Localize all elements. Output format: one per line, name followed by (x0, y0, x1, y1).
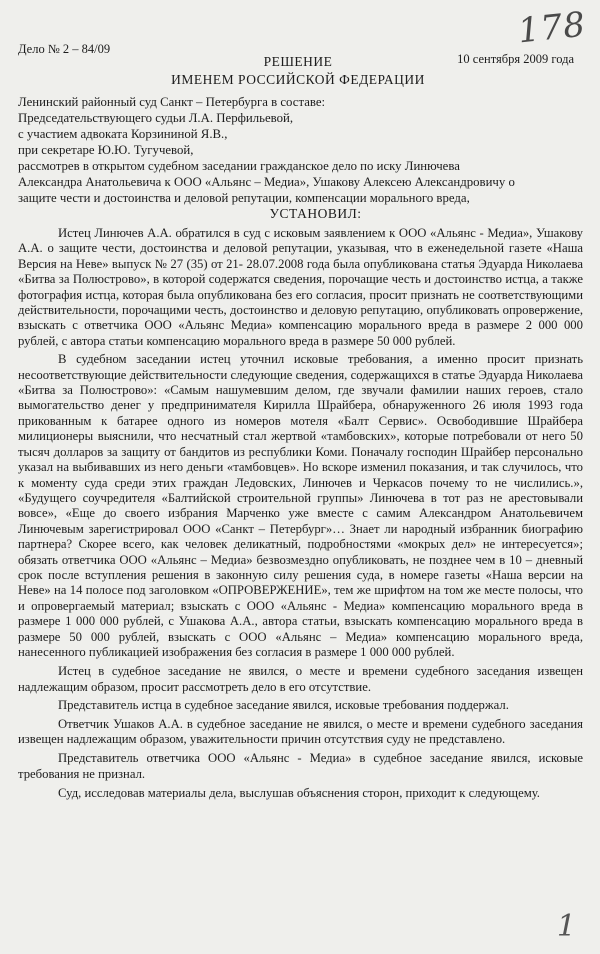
paragraph: Истец в судебное заседание не явился, о месте и времени судебного заседания извещен надлежащим образом, просит рассмотреть дело в его отсутствие. (18, 664, 583, 694)
intro-line-1: рассмотрев в открытом судебном заседании гражданское дело по иску Линючева (18, 159, 460, 173)
paragraph: В судебном заседании истец уточнил исковые требования, а именно просит признать несоответствующие действительности следующие сведения, содержащихся в статье Эдуарда Николаева «Битва за Полюстрово»: «Самым нашумевшим делом, где звучали фамилии наших героев, стало вымогательство денег у предпринимателя Кирилла Шрайбера, обнаруженного 26 июля 1993 года прикованным к батарее одного из номеров мотеля «Балт Сервис». Освободившие Шрайбера милиционеры выяснили, что несчатный стал жертвой «тамбовских», которые потребовали от него 50 тысяч долларов за защиту от бандитов из республики Коми. Поначалу господин Шрайбер персонально указал на выбивавших из него деньги «тамбовцев». Но вскоре изменил показания, и так случилось, что к моменту суда среди этих граждан Ледовских, Линючев и Черкасов почему то не числились.», «Будущего соучредителя «Балтийской строительной группы» Линючева в тот раз не арестовывали вовсе», «Еще до своего избрания Марченко уже вместе с самим Александром Анатольевичем Линючевым зарегистрировал ООО «Санкт – Петербург»… Знает ли народный избранник биографию партнера? Скорее всего, как человек деликатный, подробностями «мокрых дел» не интересуется»; обязать ответчика ООО «Альянс – Медиа» безвозмездно опубликовать, не позднее чем в 10 – дневный срок после вступления решения в законную силу решения суда, в номере газеты «Наша версии на Неве» на 14 полосе под заголовком «ОПРОВЕРЖЕНИЕ», тем же шрифтом на том же месте полосы, что и опровергаемый материал; взыскать с ООО «Альянс - Медиа» компенсацию морального вреда в размере 1 000 000 рублей, с Ушакова А.А., автора статьи, взыскать компенсацию морального вреда в размере 50 000 рублей, взыскать с ООО «Альянс – Медиа» компенсацию морального вреда, нанесенного публикацией изображения без согласия в размере 1 000 000 рублей. (18, 352, 583, 659)
decision-date: 10 сентября 2009 года (457, 52, 574, 66)
court-line: Ленинский районный суд Санкт – Петербурга в составе: (18, 95, 326, 109)
paragraph: Ответчик Ушаков А.А. в судебное заседание не явился, о месте и времени судебного заседания извещен надлежащим образом, уважительности причин отсутствия суду не представлено. (18, 716, 583, 746)
paragraph: Представитель истца в судебное заседание явился, исковые требования поддержал. (58, 698, 509, 713)
handwritten-sheet-number: 178 (516, 4, 588, 52)
secretary-line: при секретаре Ю.Ю. Тугучевой, (18, 143, 194, 157)
document-title: РЕШЕНИЕ (263, 54, 333, 69)
intro-line-3: защите чести и достоинства и деловой репутации, компенсации морального вреда, (18, 191, 470, 205)
case-number: Дело № 2 – 84/09 (18, 42, 111, 56)
handwritten-page-number: 1 (556, 909, 576, 944)
decision-body (18, 226, 583, 805)
established-heading: УСТАНОВИЛ: (269, 206, 362, 221)
lawyer-line: с участием адвоката Корзининой Я.В., (18, 127, 228, 141)
document-subtitle: ИМЕНЕМ РОССИЙСКОЙ ФЕДЕРАЦИИ (171, 72, 425, 87)
paragraph: Представитель ответчика ООО «Альянс - Медиа» в судебное заседание явился, исковые требования не признал. (18, 751, 583, 781)
judge-line: Председательствующего судьи Л.А. Перфильевой, (18, 111, 294, 125)
intro-block (18, 94, 583, 222)
paragraph: Истец Линючев А.А. обратился в суд с исковым заявлением к ООО «Альянс - Медиа», Ушакову А.А. о защите чести, достоинства и деловой репутации, указывая, что в еженедельной газете «Наша Версия на Неве» выпуск № 27 (35) от 21- 28.07.2008 года была опубликована статья Эдуарда Николаева «Битва за Полюстрово», в которой содержатся сведения, порочащие честь и достоинство истца, а также фотография истца, которая была опубликована без его согласия, просит признать не соответствующими действительности, порочащими честь, достоинство и деловую репутацию, опубликовать опровержение, взыскать с ответчика ООО «Альянс Медиа» компенсацию морального вреда в размере 2 000 000 рублей, с автора статьи компенсацию морального вреда в размере 50 000 рублей. (18, 226, 583, 348)
paragraph: Суд, исследовав материалы дела, выслушав объяснения сторон, приходит к следующему. (58, 786, 540, 801)
intro-line-2: Александра Анатольевича к ООО «Альянс – Медиа», Ушакову Алексею Александровичу о (18, 175, 515, 189)
